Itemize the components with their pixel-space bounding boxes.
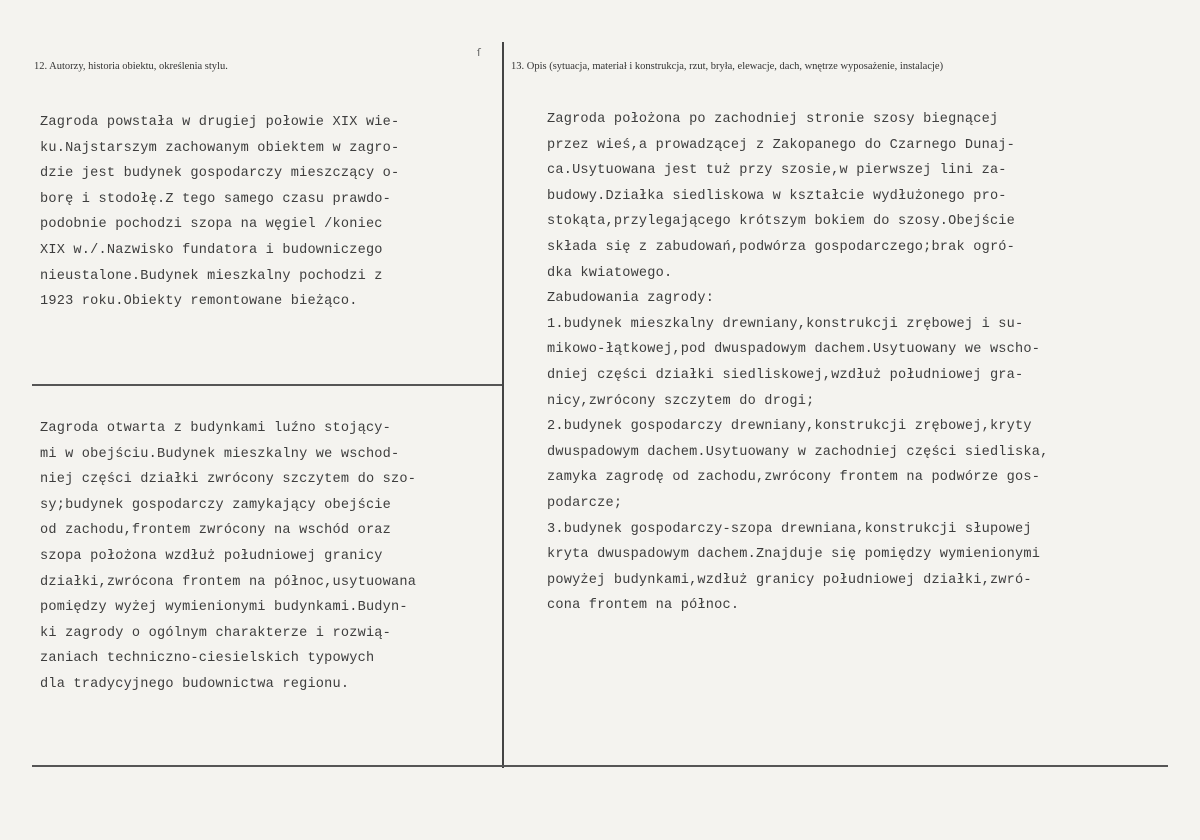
description-line: dniej części działki siedliskowej,wzdłuż południowej gra- bbox=[547, 367, 1024, 383]
description-line: 2.budynek gospodarczy drewniany,konstrukcji zrębowej,kryty bbox=[547, 419, 1032, 435]
history-line: nieustalone.Budynek mieszkalny pochodzi z bbox=[40, 268, 383, 284]
description-line: składa się z zabudowań,podwórza gospodarczego;brak ogró- bbox=[547, 239, 1016, 255]
section-13-header: 13. Opis (sytuacja, materiał i konstrukcja, rzut, bryła, elewacje, dach, wnętrze wyposażenie, instalacje) bbox=[511, 61, 944, 72]
description-text bbox=[547, 107, 1048, 619]
description-line: Zagroda położona po zachodniej stronie szosy biegnącej bbox=[547, 112, 999, 127]
description-line: dwuspadowym dachem.Usytuowany w zachodniej części siedliska, bbox=[547, 444, 1049, 460]
history-line: borę i stodołę.Z tego samego czasu prawdo- bbox=[40, 191, 392, 207]
description-line: podarcze; bbox=[547, 495, 623, 511]
history-line: XIX w./.Nazwisko fundatora i budowniczego bbox=[40, 242, 383, 258]
style-line: szopa położona wzdłuż południowej granicy bbox=[40, 548, 383, 564]
column-divider bbox=[502, 42, 504, 768]
description-line: 3.budynek gospodarczy-szopa drewniana,konstrukcji słupowej bbox=[547, 521, 1032, 537]
style-line: pomiędzy wyżej wymienionymi budynkami.Budyn- bbox=[40, 600, 408, 616]
description-line: ca.Usytuowana jest tuż przy szosie,w pierwszej lini za- bbox=[547, 163, 1007, 179]
description-line: zamyka zagrodę od zachodu,zwrócony frontem na podwórze gos- bbox=[547, 470, 1041, 486]
description-line: budowy.Działka siedliskowa w kształcie wydłużonego pro- bbox=[547, 188, 1007, 204]
pen-mark: ſ bbox=[477, 46, 481, 59]
description-line: 1.budynek mieszkalny drewniany,konstrukcji zrębowej i su- bbox=[547, 316, 1024, 332]
description-line: Zabudowania zagrody: bbox=[547, 291, 715, 307]
style-text bbox=[40, 416, 416, 698]
style-line: niej części działki zwrócony szczytem do szo- bbox=[40, 472, 417, 488]
history-line: podobnie pochodzi szopa na węgiel /koniec bbox=[40, 217, 383, 233]
description-line: mikowo-łątkowej,pod dwuspadowym dachem.Usytuowany we wscho- bbox=[547, 342, 1041, 358]
style-line: sy;budynek gospodarczy zamykający obejście bbox=[40, 497, 392, 513]
style-line: Zagroda otwarta z budynkami luźno stojący- bbox=[40, 421, 392, 436]
description-line: przez wieś,a prowadzącej z Zakopanego do Czarnego Dunaj- bbox=[547, 137, 1016, 153]
style-line: działki,zwrócona frontem na północ,usytuowana bbox=[40, 574, 417, 590]
style-line: ki zagrody o ogólnym charakterze i rozwią- bbox=[40, 625, 392, 641]
description-line: kryta dwuspadowym dachem.Znajduje się pomiędzy wymienionymi bbox=[547, 547, 1041, 563]
style-line: zaniach techniczno-ciesielskich typowych bbox=[40, 651, 375, 667]
description-line: stokąta,przylegającego krótszym bokiem do szosy.Obejście bbox=[547, 214, 1016, 230]
bottom-rule bbox=[32, 765, 1168, 767]
style-line: mi w obejściu.Budynek mieszkalny we wschod- bbox=[40, 446, 400, 462]
history-line: Zagroda powstała w drugiej połowie XIX wie- bbox=[40, 115, 400, 130]
style-line: od zachodu,frontem zwrócony na wschód oraz bbox=[40, 523, 392, 539]
description-line: powyżej budynkami,wzdłuż granicy południowej działki,zwró- bbox=[547, 572, 1032, 588]
style-line: dla tradycyjnego budownictwa regionu. bbox=[40, 676, 350, 692]
description-line: cona frontem na północ. bbox=[547, 598, 740, 614]
description-line: dka kwiatowego. bbox=[547, 265, 673, 281]
history-text bbox=[40, 110, 399, 315]
left-section-divider bbox=[32, 384, 502, 386]
description-line: nicy,zwrócony szczytem do drogi; bbox=[547, 393, 815, 409]
history-line: ku.Najstarszym zachowanym obiektem w zagro- bbox=[40, 140, 400, 156]
history-line: dzie jest budynek gospodarczy mieszczący o- bbox=[40, 166, 400, 182]
history-line: 1923 roku.Obiekty remontowane bieżąco. bbox=[40, 294, 358, 310]
section-12-header: 12. Autorzy, historia obiektu, określenia stylu. bbox=[34, 61, 228, 72]
